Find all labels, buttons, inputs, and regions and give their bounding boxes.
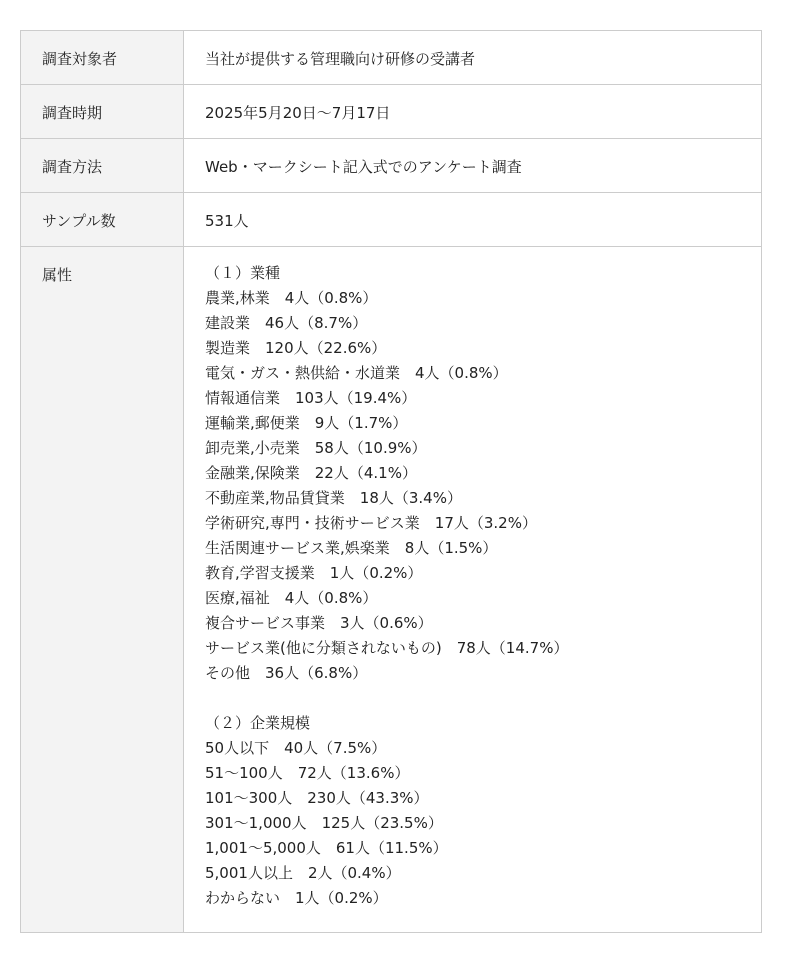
industry-item: サービス業(他に分類されないもの) 78人（14.7%） xyxy=(205,639,569,657)
value-attributes xyxy=(184,247,762,933)
row-period xyxy=(21,85,762,139)
industry-item: その他 36人（6.8%） xyxy=(205,664,368,682)
value-sample: 531人 xyxy=(184,193,762,247)
section-spacer xyxy=(205,689,761,714)
industry-item: 卸売業,小売業 58人（10.9%） xyxy=(205,439,427,457)
company-size-item: 50人以下 40人（7.5%） xyxy=(205,739,387,757)
industry-item: 建設業 46人（8.7%） xyxy=(205,314,368,332)
industry-item: 生活関連サービス業,娯楽業 8人（1.5%） xyxy=(205,539,498,557)
row-method xyxy=(21,139,762,193)
industry-item: 教育,学習支援業 1人（0.2%） xyxy=(205,564,423,582)
company-size-item: 301〜1,000人 125人（23.5%） xyxy=(205,814,443,832)
industry-item: 医療,福祉 4人（0.8%） xyxy=(205,589,378,607)
label-period: 調査時期 xyxy=(21,85,184,139)
value-target: 当社が提供する管理職向け研修の受講者 xyxy=(184,31,762,85)
label-attributes: 属性 xyxy=(21,247,184,933)
row-target xyxy=(21,31,762,85)
industry-item: 製造業 120人（22.6%） xyxy=(205,339,387,357)
company-size-item: わからない 1人（0.2%） xyxy=(205,889,388,907)
label-sample: サンプル数 xyxy=(21,193,184,247)
company-size-item: 101〜300人 230人（43.3%） xyxy=(205,789,429,807)
industry-item: 電気・ガス・熱供給・水道業 4人（0.8%） xyxy=(205,364,508,382)
industry-item: 情報通信業 103人（19.4%） xyxy=(205,389,417,407)
industry-heading: （１）業種 xyxy=(205,264,281,282)
company-size-heading: （２）企業規模 xyxy=(205,714,311,732)
industry-item: 農業,林業 4人（0.8%） xyxy=(205,289,378,307)
company-size-item: 1,001〜5,000人 61人（11.5%） xyxy=(205,839,448,857)
value-method: Web・マークシート記入式でのアンケート調査 xyxy=(184,139,762,193)
industry-item: 不動産業,物品賃貸業 18人（3.4%） xyxy=(205,489,462,507)
survey-overview-table xyxy=(20,30,762,933)
industry-item: 複合サービス事業 3人（0.6%） xyxy=(205,614,433,632)
industry-item: 金融業,保険業 22人（4.1%） xyxy=(205,464,417,482)
label-target: 調査対象者 xyxy=(21,31,184,85)
row-attributes xyxy=(21,247,762,933)
label-method: 調査方法 xyxy=(21,139,184,193)
industry-item: 運輸業,郵便業 9人（1.7%） xyxy=(205,414,408,432)
company-size-item: 51〜100人 72人（13.6%） xyxy=(205,764,410,782)
value-period: 2025年5月20日〜7月17日 xyxy=(184,85,762,139)
industry-item: 学術研究,専門・技術サービス業 17人（3.2%） xyxy=(205,514,537,532)
row-sample xyxy=(21,193,762,247)
company-size-item: 5,001人以上 2人（0.4%） xyxy=(205,864,401,882)
